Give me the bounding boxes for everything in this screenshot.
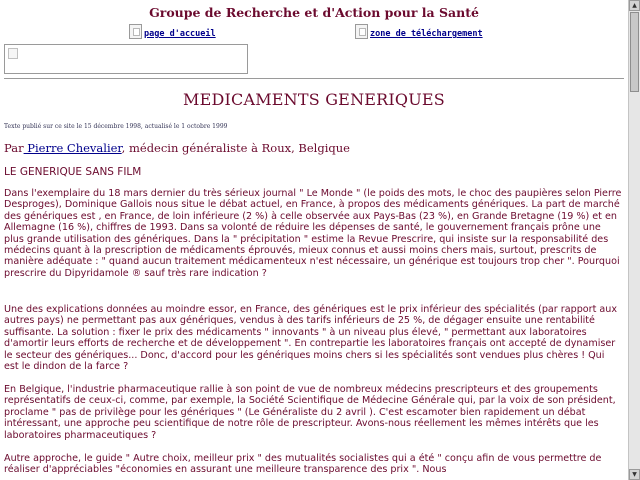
home-link[interactable]: page d'accueil (144, 29, 216, 39)
author-link[interactable]: Pierre Chevalier (23, 141, 122, 155)
divider (4, 78, 624, 79)
scrollbar-thumb[interactable] (630, 12, 639, 92)
scroll-down-arrow-icon[interactable]: ▼ (629, 469, 640, 480)
author-suffix: , médecin généraliste à Roux, Belgique (121, 141, 350, 155)
download-link[interactable]: zone de téléchargement (370, 29, 483, 39)
author-line (4, 141, 350, 155)
article-title: MEDICAMENTS GENERIQUES (183, 90, 445, 109)
section-heading: LE GENERIQUE SANS FILM (4, 166, 142, 178)
broken-image-icon (129, 24, 142, 39)
paragraph: En Belgique, l'industrie pharmaceutique rallie à son point de vue de nombreux médecins prescripteurs et des groupements représentatifs de ceux-ci, comme, par exemple, la Société Scientifique de Médecine Générale qui, par la voix de son président, proclame " pas de privilège pour les génériques " (Le Généraliste du 2 avril ). C'est escamoter bien rapidement un débat intéressant, une approche peu scientifique de notre rôle de prescripteur. Avons-nous réellement les mêmes intérêts que les laboratoires pharmaceutiques ? (4, 384, 616, 441)
site-title: Groupe de Recherche et d'Action pour la Santé (149, 5, 479, 20)
author-prefix: Par (4, 141, 24, 155)
paragraph: Une des explications données au moindre essor, en France, des génériques est le prix inférieur des spécialités (par rapport aux autres pays) ne permettant pas aux génériques, vendus à des tarifs inférieurs de 25 %, de dégager ensuite une rentabilité suffisante. La solution : fixer le prix des médicaments " innovants " à un niveau plus élevé, " permettant aux laboratoires d'amortir leurs efforts de recherche et de développement ". En contrepartie les laboratoires français ont accepté de dynamiser le secteur des génériques... Donc, d'accord pour les génériques moins chers si les spécialités sont vendues plus chères ! Qui est le dindon de la farce ? (4, 304, 618, 373)
vertical-scrollbar[interactable] (628, 0, 640, 480)
paragraph: Autre approche, le guide " Autre choix, meilleur prix " des mutualités socialistes qui a été " conçu afin de vous permettre de réaliser d'appréciables "économies en assurant une meilleure transparence des prix ". Nous (4, 453, 602, 476)
paragraph: Dans l'exemplaire du 18 mars dernier du très sérieux journal " Le Monde " (le poids des mots, le choc des paupières selon Pierre Desproges), Dominique Gallois nous situe le débat actuel, en France, à propos des médicaments génériques. La part de marché des génériques est , en France, de loin inférieure (2 %) à celle observée aux Pays-Bas (23 %), en Grande Bretagne (19 %) et en Allemagne (16 %), chiffres de 1993. Dans sa volonté de réduire les dépenses de santé, le gouvernement français prône une plus grande utilisation des génériques. Dans la " précipitation " estime la Revue Prescrire, qui insiste sur la responsabilité des médecins quant à la prescription de médicaments éprouvés, mieux connus et aussi moins chers mais, surtout, prescrits de manière adéquate : " quand aucun traitement médicamenteux n'est nécessaire, un générique est toujours trop cher ". Pourquoi prescrire du Dipyridamole ® sauf très rare indication ? (4, 188, 622, 279)
banner-image-placeholder (4, 44, 248, 74)
scroll-up-arrow-icon[interactable]: ▲ (629, 0, 640, 11)
broken-image-icon (355, 24, 368, 39)
publication-info: Texte publié sur ce site le 15 décembre 1998, actualisé le 1 octobre 1999 (4, 123, 228, 130)
nav-home (129, 24, 216, 39)
nav-download (355, 24, 483, 39)
